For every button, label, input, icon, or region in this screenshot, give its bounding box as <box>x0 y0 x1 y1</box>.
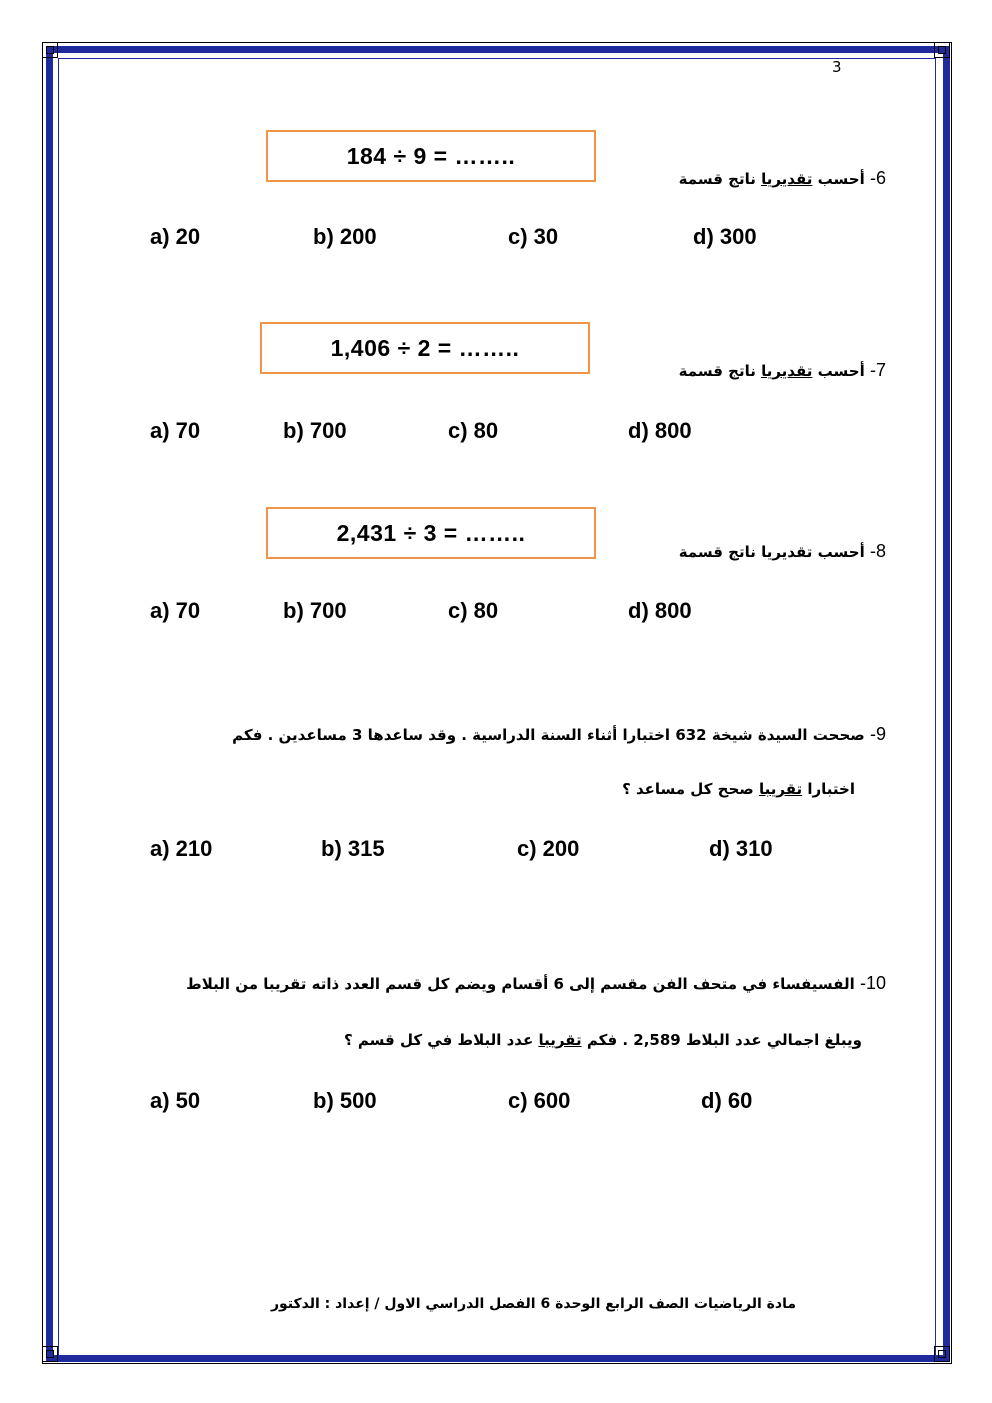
q7-prompt-after: ناتج قسمة <box>678 362 756 380</box>
q6-prompt-before: أحسب <box>817 170 865 188</box>
corner-ornament <box>42 1346 58 1362</box>
q6-equation-box: 184 ÷ 9 = …….. <box>266 130 596 182</box>
q8-prompt-after: تقديريا ناتج قسمة <box>678 543 813 561</box>
q8-option-d[interactable]: d) 800 <box>628 598 692 623</box>
q8-number: 8- <box>869 541 886 561</box>
q6-option-c[interactable]: c) 30 <box>508 224 559 249</box>
q10-text-2-underlined: تقريبا <box>538 1031 582 1049</box>
q10-number: 10- <box>859 973 886 993</box>
q8-prompt-before: أحسب <box>817 543 865 561</box>
q7-option-a[interactable]: a) 70 <box>150 418 201 443</box>
q10-line-1 <box>186 973 886 994</box>
corner-ornament <box>934 42 950 58</box>
q7-number: 7- <box>869 360 886 380</box>
q8-prompt <box>679 541 886 562</box>
q6-prompt-after: ناتج قسمة <box>678 170 756 188</box>
q9-number: 9- <box>869 724 886 744</box>
q10-option-b[interactable]: b) 500 <box>313 1088 377 1113</box>
q10-text-2-after: عدد البلاط في كل قسم ؟ <box>343 1031 534 1049</box>
q7-option-c[interactable]: c) 80 <box>448 418 499 443</box>
q9-option-b[interactable]: b) 315 <box>321 836 385 861</box>
q7-equation-box: 1,406 ÷ 2 = …….. <box>260 322 590 374</box>
q9-text-2-before: اختبارا <box>807 780 855 798</box>
q9-text-1: صححت السيدة شيخة 632 اختبارا أثناء السنة الدراسية . وقد ساعدها 3 مساعدين . فكم <box>232 726 865 744</box>
page-border-inner <box>58 58 936 1356</box>
q9-option-a[interactable]: a) 210 <box>150 836 213 861</box>
q10-text-2-before: ويبلغ اجمالي عدد البلاط 2,589 . فكم <box>586 1031 862 1049</box>
q6-number: 6- <box>869 168 886 188</box>
q9-text-2-after: صحح كل مساعد ؟ <box>622 780 754 798</box>
q10-option-c[interactable]: c) 600 <box>508 1088 571 1113</box>
q7-option-d[interactable]: d) 800 <box>628 418 692 443</box>
page-number: 3 <box>832 58 842 76</box>
q10-line-2 <box>344 1031 862 1049</box>
q10-option-d[interactable]: d) 60 <box>701 1088 753 1113</box>
q10-text-1: الفسيفساء في متحف الفن مقسم إلى 6 أقسام ويضم كل قسم العدد ذاته تقريبا من البلاط <box>186 975 855 993</box>
q6-prompt-underlined: تقديريا <box>761 170 813 188</box>
q7-prompt-underlined: تقديريا <box>761 362 813 380</box>
q9-option-c[interactable]: c) 200 <box>517 836 580 861</box>
q6-option-b[interactable]: b) 200 <box>313 224 377 249</box>
q8-equation-box: 2,431 ÷ 3 = …….. <box>266 507 596 559</box>
page-footer: مادة الرياضيات الصف الرابع الوحدة 6 الفصل الدراسي الاول / إعداد : الدكتور <box>270 1296 796 1312</box>
q9-option-d[interactable]: d) 310 <box>709 836 773 861</box>
q8-option-a[interactable]: a) 70 <box>150 598 201 623</box>
q7-prompt <box>679 360 886 381</box>
q9-text-2-underlined: تقريبا <box>759 780 803 798</box>
q9-line-2 <box>622 780 855 798</box>
corner-ornament <box>42 42 58 58</box>
q7-option-b[interactable]: b) 700 <box>283 418 347 443</box>
q10-option-a[interactable]: a) 50 <box>150 1088 201 1113</box>
corner-ornament <box>934 1346 950 1362</box>
q6-prompt <box>679 168 886 189</box>
q6-option-a[interactable]: a) 20 <box>150 224 201 249</box>
q8-option-b[interactable]: b) 700 <box>283 598 347 623</box>
q9-line-1 <box>232 724 886 745</box>
q7-prompt-before: أحسب <box>817 362 865 380</box>
q6-option-d[interactable]: d) 300 <box>693 224 757 249</box>
q8-option-c[interactable]: c) 80 <box>448 598 499 623</box>
